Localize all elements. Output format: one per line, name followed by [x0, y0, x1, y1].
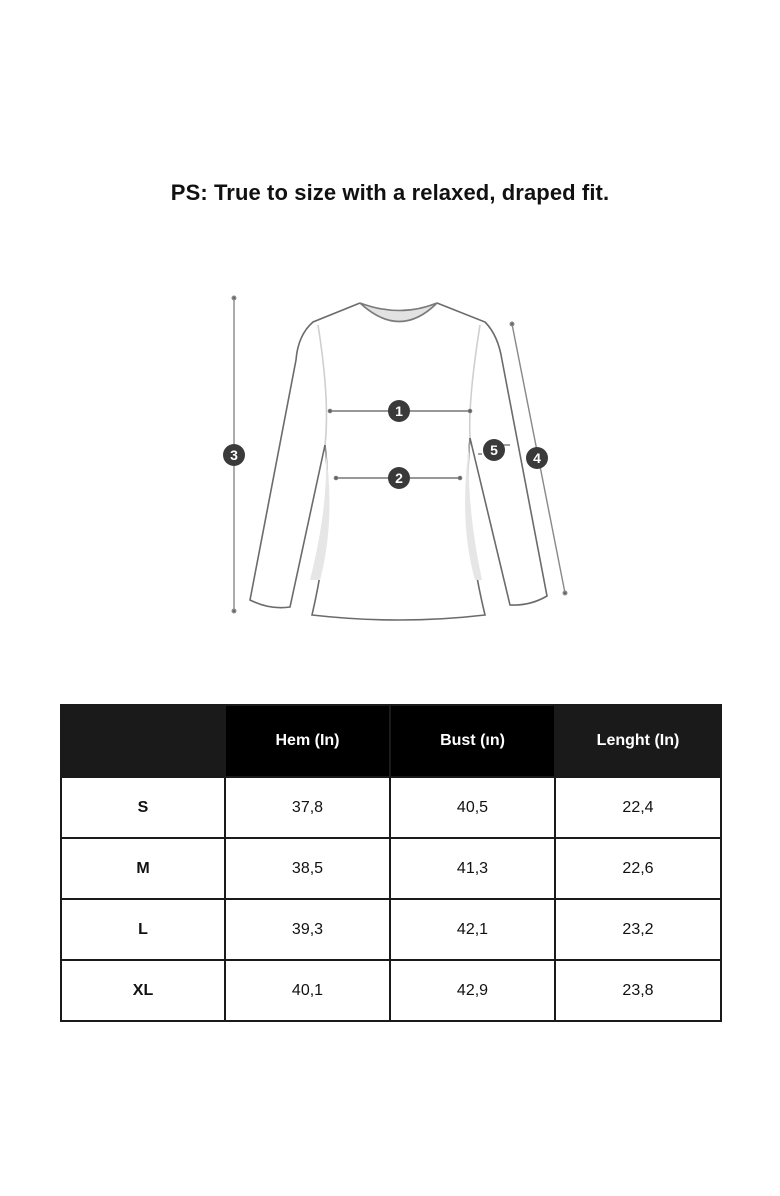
size-chart-table — [60, 704, 722, 1022]
table-row — [61, 960, 721, 1021]
marker-4-icon — [526, 447, 548, 469]
marker-3-icon — [223, 444, 245, 466]
bust-value: 42,9 — [390, 960, 555, 1021]
length-value: 22,6 — [555, 838, 721, 899]
bust-value: 40,5 — [390, 777, 555, 838]
header-size — [61, 705, 225, 777]
size-label: S — [61, 777, 225, 838]
table-header-row — [61, 705, 721, 777]
hem-value: 40,1 — [225, 960, 390, 1021]
size-label: XL — [61, 960, 225, 1021]
size-label: L — [61, 899, 225, 960]
length-value: 23,2 — [555, 899, 721, 960]
table-row — [61, 838, 721, 899]
table-row — [61, 777, 721, 838]
hem-value: 39,3 — [225, 899, 390, 960]
length-value: 23,8 — [555, 960, 721, 1021]
hem-value: 38,5 — [225, 838, 390, 899]
svg-text:4: 4 — [533, 450, 541, 466]
shirt-outline-icon — [250, 303, 547, 620]
length-value: 22,4 — [555, 777, 721, 838]
marker-1-icon — [388, 400, 410, 422]
marker-2-icon — [388, 467, 410, 489]
svg-text:5: 5 — [490, 442, 498, 458]
header-length: Lenght (In) — [555, 705, 721, 777]
fit-note: PS: True to size with a relaxed, draped fit. — [170, 180, 610, 205]
svg-text:2: 2 — [395, 470, 403, 486]
table-row — [61, 899, 721, 960]
bust-value: 41,3 — [390, 838, 555, 899]
hem-value: 37,8 — [225, 777, 390, 838]
header-hem: Hem (In) — [225, 705, 390, 777]
bust-value: 42,1 — [390, 899, 555, 960]
svg-text:3: 3 — [230, 447, 238, 463]
garment-measurement-diagram — [210, 280, 590, 630]
size-label: M — [61, 838, 225, 899]
header-bust: Bust (ın) — [390, 705, 555, 777]
marker-5-icon — [483, 439, 505, 461]
svg-text:1: 1 — [395, 403, 403, 419]
